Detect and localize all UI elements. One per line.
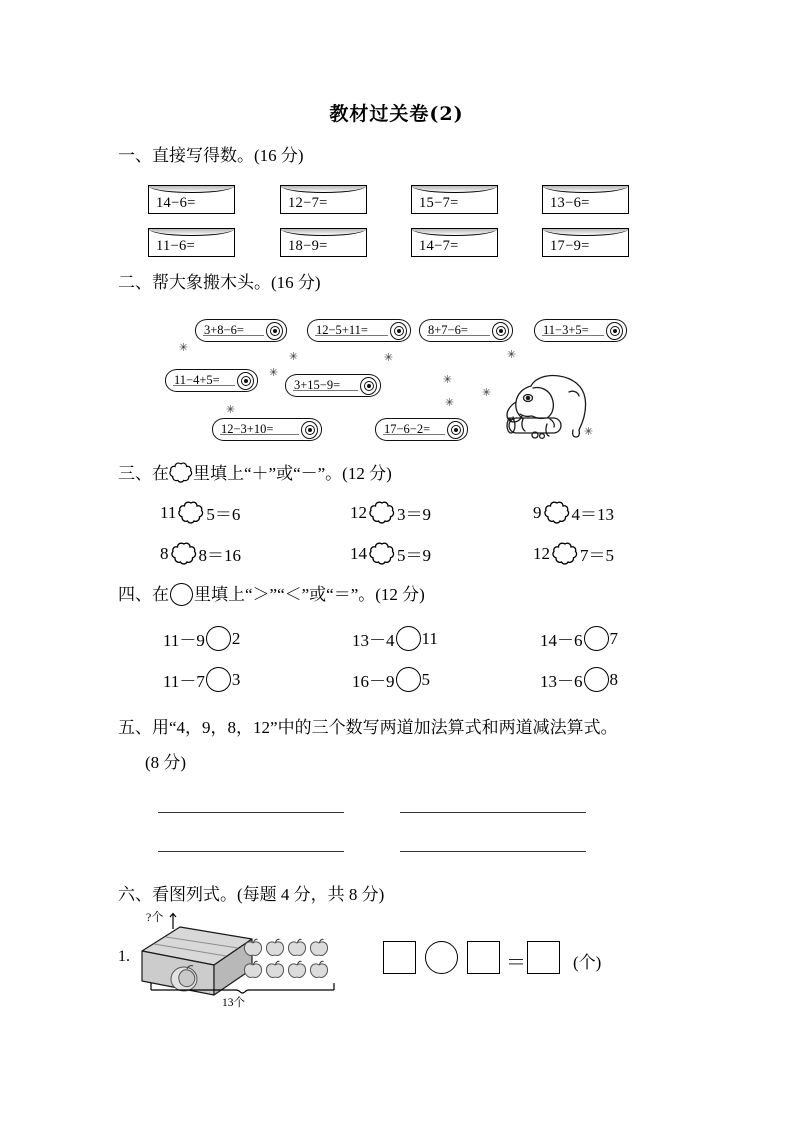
answer-line[interactable] — [158, 812, 344, 813]
operand-right: 7＝5 — [580, 546, 614, 565]
answer-box-2[interactable] — [467, 941, 500, 974]
circle-blank[interactable] — [206, 667, 231, 692]
sparkle-icon: ✳ — [383, 352, 394, 364]
sparkle-icon: ✳ — [481, 387, 492, 399]
flower-problem[interactable] — [350, 541, 431, 566]
calc-box[interactable] — [280, 185, 367, 214]
answer-box-result[interactable] — [527, 941, 560, 974]
sparkle-icon: ✳ — [288, 351, 299, 363]
flower-icon[interactable] — [552, 542, 578, 566]
apple-icon — [309, 960, 329, 979]
box-shade — [149, 229, 234, 236]
flower-icon[interactable] — [178, 501, 204, 525]
box-shade — [412, 229, 497, 236]
answer-box-1[interactable] — [383, 941, 416, 974]
section-4-heading-pre: 四、在 — [118, 585, 169, 604]
log-ring-icon — [492, 322, 509, 340]
operand-right: 11 — [421, 628, 438, 648]
log-ring-icon — [301, 421, 318, 439]
log-ring-icon — [237, 372, 254, 390]
box-shade — [281, 186, 366, 193]
log-line — [315, 335, 388, 336]
answer-operator-circle[interactable] — [425, 941, 458, 974]
log-item[interactable] — [375, 418, 468, 441]
elephant-illustration — [487, 372, 595, 444]
apple-icon — [265, 960, 285, 979]
expression: 14−7= — [419, 238, 459, 254]
operand-left: 11－7 — [163, 672, 205, 691]
question-number: 1. — [118, 948, 130, 965]
section-6-heading: 六、看图列式。(每题 4 分，共 8 分) — [118, 885, 385, 904]
flower-problem[interactable] — [533, 500, 614, 525]
total-count-label: 13个 — [222, 997, 245, 1009]
expression: 13−6= — [550, 195, 590, 211]
operand-right: 5＝6 — [206, 505, 241, 524]
compare-problem[interactable] — [352, 667, 430, 692]
box-shade — [543, 186, 628, 193]
section-4-heading — [118, 583, 425, 607]
equals-sign: ＝ — [506, 952, 526, 974]
log-ring-icon — [447, 421, 464, 439]
operand-right: 2 — [231, 628, 241, 648]
operand-right: 7 — [609, 628, 618, 648]
sparkle-icon: ✳ — [442, 374, 453, 386]
operand-left: 14 — [350, 543, 367, 563]
section-5-points: (8 分) — [145, 753, 187, 772]
expression: 12−5+11= — [316, 323, 368, 337]
compare-problem[interactable] — [163, 667, 240, 692]
expression: 11−3+5= — [543, 323, 589, 337]
expression: 12−7= — [288, 195, 328, 211]
section-3-heading-pre: 三、在 — [118, 464, 169, 483]
operand-left: 14－6 — [540, 631, 583, 650]
operand-right: 5 — [421, 669, 430, 689]
compare-problem[interactable] — [540, 667, 618, 692]
expression: 3+15−9= — [294, 378, 341, 392]
flower-problem[interactable] — [160, 500, 240, 525]
log-item[interactable] — [419, 319, 513, 342]
log-ring-icon — [360, 377, 377, 395]
box-shade — [543, 229, 628, 236]
expression: 8+7−6= — [428, 323, 468, 337]
operand-right: 3＝9 — [397, 505, 431, 524]
box-shade — [412, 186, 497, 193]
apple-icon — [243, 960, 263, 979]
calc-box[interactable] — [148, 228, 235, 257]
circle-blank[interactable] — [584, 667, 609, 692]
operand-left: 16－9 — [352, 672, 395, 691]
section-3-heading-post: 里填上“＋”或“－”。(12 分) — [193, 464, 392, 483]
log-item[interactable] — [195, 319, 287, 342]
log-ring-icon — [390, 322, 407, 340]
operand-left: 11 — [160, 502, 177, 522]
operand-right: 4＝13 — [571, 505, 614, 524]
answer-line[interactable] — [400, 812, 586, 813]
expression: 17−6−2= — [384, 422, 431, 436]
expression: 17−9= — [550, 238, 590, 254]
operand-left: 13－4 — [352, 631, 395, 650]
sparkle-icon: ✳ — [178, 342, 189, 354]
log-line — [203, 335, 264, 336]
log-line — [427, 335, 490, 336]
log-ring-icon — [266, 322, 283, 340]
flower-problem[interactable] — [533, 541, 614, 566]
sparkle-icon: ✳ — [506, 349, 517, 361]
unit-label: (个) — [573, 953, 602, 972]
answer-line[interactable] — [400, 851, 586, 852]
section-1-heading: 一、直接写得数。(16 分) — [118, 146, 304, 165]
circle-blank-icon — [170, 583, 193, 606]
log-line — [220, 434, 299, 435]
section-5-heading: 五、用“4，9，8，12”中的三个数写两道加法算式和两道减法算式。 — [118, 718, 618, 737]
box-shade — [149, 186, 234, 193]
expression: 3+8−6= — [204, 323, 244, 337]
compare-problem[interactable] — [163, 626, 240, 651]
compare-problem[interactable] — [540, 626, 618, 651]
apple-icon — [287, 960, 307, 979]
page-title: 教材过关卷(2) — [329, 103, 464, 125]
operand-left: 12 — [350, 502, 367, 522]
log-line — [293, 390, 358, 391]
circle-blank[interactable] — [396, 626, 421, 651]
flower-icon[interactable] — [171, 542, 197, 566]
apple-icon — [287, 938, 307, 957]
section-3-heading — [118, 462, 392, 486]
expression: 14−6= — [156, 195, 196, 211]
sparkle-icon: ✳ — [225, 404, 236, 416]
section-4-heading-post: 里填上“＞”“＜”或“＝”。(12 分) — [194, 585, 425, 604]
expression: 11−4+5= — [174, 373, 220, 387]
calc-box[interactable] — [148, 185, 235, 214]
operand-right: 8＝16 — [198, 546, 241, 565]
circle-blank[interactable] — [584, 626, 609, 651]
log-line — [383, 434, 445, 435]
apple-icon — [309, 938, 329, 957]
log-item[interactable] — [285, 374, 381, 397]
log-line — [542, 335, 604, 336]
calc-box[interactable] — [411, 228, 498, 257]
flower-problem[interactable] — [350, 500, 431, 525]
flower-icon[interactable] — [544, 501, 570, 525]
section-2-heading: 二、帮大象搬木头。(16 分) — [118, 273, 321, 292]
apple-icon — [243, 938, 263, 957]
apple-icon — [265, 938, 285, 957]
log-item[interactable] — [307, 319, 411, 342]
operand-left: 13－6 — [540, 672, 583, 691]
calc-box[interactable] — [542, 228, 629, 257]
calc-box[interactable] — [280, 228, 367, 257]
sparkle-icon: ✳ — [583, 426, 594, 438]
circle-blank[interactable] — [396, 667, 421, 692]
box-shade — [281, 229, 366, 236]
answer-line[interactable] — [158, 851, 344, 852]
total-brace-icon — [150, 982, 335, 994]
log-ring-icon — [606, 322, 623, 340]
expression: 11−6= — [156, 238, 196, 254]
operand-left: 9 — [533, 502, 542, 522]
flower-icon[interactable] — [369, 542, 395, 566]
operand-right: 3 — [231, 669, 241, 689]
log-line — [173, 385, 235, 386]
expression: 18−9= — [288, 238, 328, 254]
sparkle-icon: ✳ — [444, 397, 455, 409]
circle-blank[interactable] — [206, 626, 231, 651]
sparkle-icon: ✳ — [268, 367, 279, 379]
log-item[interactable] — [165, 369, 258, 392]
flower-icon[interactable] — [369, 501, 395, 525]
flower-problem[interactable] — [160, 541, 241, 566]
compare-problem[interactable] — [352, 626, 438, 651]
operand-left: 8 — [160, 543, 169, 563]
log-item[interactable] — [534, 319, 627, 342]
calc-box[interactable] — [542, 185, 629, 214]
calc-box[interactable] — [411, 185, 498, 214]
flower-icon — [169, 462, 193, 484]
log-item[interactable] — [212, 418, 322, 441]
expression: 12−3+10= — [221, 422, 274, 436]
operand-right: 5＝9 — [397, 546, 431, 565]
operand-right: 8 — [609, 669, 618, 689]
expression: 15−7= — [419, 195, 459, 211]
operand-left: 11－9 — [163, 631, 205, 650]
operand-left: 12 — [533, 543, 550, 563]
box-count-label: ?个 — [146, 910, 164, 924]
